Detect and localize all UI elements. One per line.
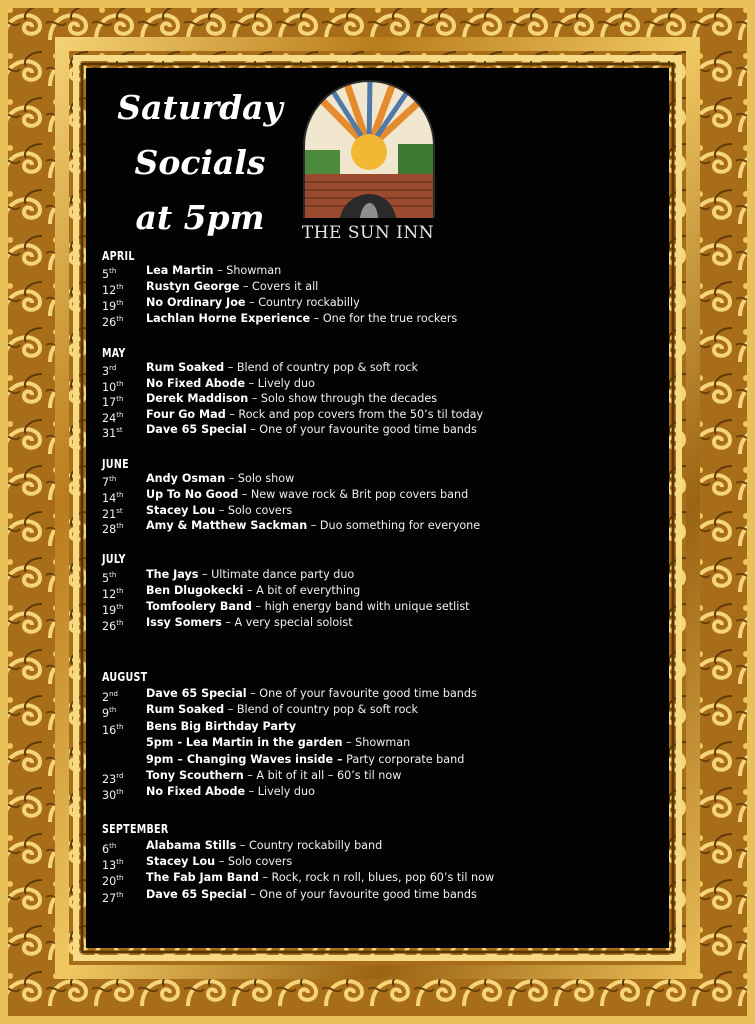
event-description: – Solo show [225, 472, 295, 485]
event-description: – Country rockabilly band [236, 839, 383, 852]
event-day-number: 14 [102, 492, 117, 505]
event-row [102, 503, 662, 519]
event-description: – Lively duo [245, 785, 315, 798]
event-text [146, 686, 477, 702]
event-act-name: Lachlan Horne Experience [146, 312, 311, 325]
event-act-name: Four Go Mad [146, 408, 226, 421]
event-day-number: 31 [102, 427, 117, 440]
event-description: – A bit of it all – 60’s til now [243, 769, 402, 782]
event-description: – Rock, rock n roll, blues, pop 60’s til now [258, 871, 495, 884]
event-text [146, 599, 470, 615]
event-text [146, 487, 468, 503]
event-description: – Country rockabilly [245, 296, 360, 309]
event-act-name: Ben Dlugokecki [146, 584, 244, 597]
event-row [102, 471, 662, 487]
event-day-suffix: nd [109, 690, 119, 698]
title-line-1: Saturday [117, 88, 283, 127]
event-description: – One of your favourite good time bands [246, 888, 477, 901]
event-date [102, 784, 142, 804]
event-act-name: Stacey Lou [146, 504, 216, 517]
event-row [102, 407, 662, 423]
event-row [102, 854, 662, 870]
event-row [102, 360, 662, 376]
event-description: – Showman [342, 736, 411, 749]
event-day-number: 26 [102, 316, 117, 329]
event-description: – One of your favourite good time bands [246, 687, 477, 700]
event-day-number: 27 [102, 892, 117, 905]
event-day-suffix: th [109, 571, 117, 579]
event-day-number: 24 [102, 412, 117, 425]
event-day-number: 20 [102, 875, 117, 888]
event-day-number: 3 [102, 365, 110, 378]
event-description: – Blend of country pop & soft rock [224, 361, 419, 374]
event-act-name: Tomfoolery Band [146, 600, 252, 613]
event-row [102, 422, 662, 438]
event-description: – Ultimate dance party duo [198, 568, 355, 581]
event-day-number: 9 [102, 707, 110, 720]
event-day-suffix: th [116, 395, 124, 403]
event-row [102, 263, 662, 279]
event-act-name: Issy Somers [146, 616, 222, 629]
poster-title [100, 80, 300, 245]
event-day-number: 28 [102, 523, 117, 536]
event-description: – Blend of country pop & soft rock [224, 703, 419, 716]
event-row [102, 279, 662, 295]
event-day-number: 30 [102, 789, 117, 802]
event-row [102, 784, 662, 800]
event-text [146, 471, 294, 487]
event-description: – A bit of everything [243, 584, 361, 597]
event-row [102, 391, 662, 407]
event-text [146, 887, 477, 903]
event-text [146, 407, 483, 423]
event-text [146, 376, 315, 392]
month-heading: SEPTEMBER [102, 821, 169, 836]
event-row [102, 567, 662, 583]
event-day-number: 23 [102, 773, 117, 786]
event-day-suffix: rd [116, 772, 124, 780]
event-row [102, 311, 662, 327]
event-row [102, 887, 662, 903]
event-act-name: Andy Osman [146, 472, 226, 485]
event-description: – Lively duo [245, 377, 315, 390]
event-day-number: 16 [102, 724, 117, 737]
event-description: – Solo covers [215, 504, 293, 517]
event-act-name: The Fab Jam Band [146, 871, 259, 884]
event-day-number: 5 [102, 572, 110, 585]
event-text [146, 391, 437, 407]
event-date [102, 615, 142, 635]
event-text [146, 702, 418, 718]
event-day-suffix: rd [109, 364, 117, 372]
event-act-name: Amy & Matthew Sackman [146, 519, 308, 532]
event-day-suffix: th [116, 411, 124, 419]
event-text [146, 615, 353, 631]
event-day-suffix: th [116, 858, 124, 866]
event-act-name: Dave 65 Special [146, 423, 247, 436]
event-act-name: Stacey Lou [146, 855, 216, 868]
event-date [102, 311, 142, 331]
event-day-number: 7 [102, 476, 110, 489]
event-day-suffix: th [109, 706, 117, 714]
month-heading: AUGUST [102, 669, 148, 684]
event-row [102, 376, 662, 392]
event-day-suffix: th [116, 491, 124, 499]
event-day-number: 19 [102, 300, 117, 313]
event-description: – New wave rock & Brit pop covers band [238, 488, 469, 501]
event-description: – Rock and pop covers from the 50’s til today [225, 408, 484, 421]
event-day-number: 6 [102, 843, 110, 856]
event-day-number: 12 [102, 284, 117, 297]
event-act-name: No Fixed Abode [146, 377, 246, 390]
event-act-name: Rustyn George [146, 280, 240, 293]
event-row [102, 583, 662, 599]
month-heading: APRIL [102, 248, 135, 263]
event-row [102, 702, 662, 718]
event-act-name: Rum Soaked [146, 703, 225, 716]
event-description: – Covers it all [239, 280, 319, 293]
event-row [102, 686, 662, 702]
event-text [146, 295, 360, 311]
event-row [102, 599, 662, 615]
event-day-number: 2 [102, 691, 110, 704]
event-row [102, 719, 662, 735]
event-act-name: No Fixed Abode [146, 785, 246, 798]
event-day-suffix: th [116, 788, 124, 796]
event-day-suffix: th [116, 874, 124, 882]
event-act-name: No Ordinary Joe [146, 296, 246, 309]
event-act-name: Alabama Stills [146, 839, 237, 852]
event-day-number: 10 [102, 381, 117, 394]
event-day-suffix: th [116, 299, 124, 307]
event-date [102, 422, 142, 442]
event-row [102, 838, 662, 854]
event-description: – A very special soloist [221, 616, 353, 629]
event-text [146, 719, 296, 735]
event-text [146, 735, 410, 751]
event-text [146, 838, 382, 854]
event-act-name: Dave 65 Special [146, 687, 247, 700]
month-heading: MAY [102, 345, 126, 360]
title-line-2: Socials [134, 143, 266, 182]
event-act-name: Lea Martin [146, 264, 214, 277]
event-text [146, 784, 315, 800]
event-description: – Solo show through the decades [248, 392, 438, 405]
event-text [146, 503, 292, 519]
event-day-number: 19 [102, 604, 117, 617]
event-day-suffix: st [116, 507, 123, 515]
event-text [146, 567, 354, 583]
event-row [102, 752, 662, 768]
event-text [146, 360, 418, 376]
event-date [102, 518, 142, 538]
month-heading: JUNE [102, 456, 129, 471]
event-day-number: 17 [102, 396, 117, 409]
event-act-name: Bens Big Birthday Party [146, 720, 297, 733]
event-day-suffix: th [116, 315, 124, 323]
event-day-number: 5 [102, 268, 110, 281]
event-day-number: 26 [102, 620, 117, 633]
event-description: – Solo covers [215, 855, 293, 868]
event-act-name: Dave 65 Special [146, 888, 247, 901]
event-day-suffix: th [116, 380, 124, 388]
event-day-suffix: th [116, 723, 124, 731]
event-text [146, 870, 494, 886]
event-text [146, 854, 292, 870]
event-day-suffix: th [116, 587, 124, 595]
event-row [102, 295, 662, 311]
event-row [102, 518, 662, 534]
title-line-3: at 5pm [135, 198, 265, 237]
event-row [102, 870, 662, 886]
event-act-name: Rum Soaked [146, 361, 225, 374]
event-description: – high energy band with unique setlist [251, 600, 470, 613]
event-row [102, 735, 662, 751]
event-act-name: Tony Scouthern [146, 769, 244, 782]
event-description: – One of your favourite good time bands [246, 423, 477, 436]
event-day-suffix: th [116, 283, 124, 291]
event-day-number: 13 [102, 859, 117, 872]
event-text [146, 263, 281, 279]
event-date [102, 887, 142, 907]
event-text [146, 422, 477, 438]
event-act-name: Up To No Good [146, 488, 239, 501]
event-text [146, 583, 360, 599]
event-row [102, 487, 662, 503]
logo-wordmark: THE SUN INN [301, 223, 435, 243]
event-act-name: 5pm - Lea Martin in the garden [146, 736, 343, 749]
event-text [146, 279, 318, 295]
event-row [102, 615, 662, 631]
event-day-suffix: th [116, 619, 124, 627]
event-day-suffix: th [116, 891, 124, 899]
month-heading: JULY [102, 551, 126, 566]
event-description: – Duo something for everyone [307, 519, 481, 532]
event-description: – One for the true rockers [310, 312, 458, 325]
event-day-suffix: th [116, 603, 124, 611]
event-text [146, 518, 480, 534]
event-day-suffix: th [116, 522, 124, 530]
event-text [146, 768, 401, 784]
event-day-suffix: th [109, 842, 117, 850]
event-row [102, 768, 662, 784]
event-description: – Showman [213, 264, 282, 277]
event-description: Party corporate band [342, 753, 465, 766]
event-act-name: Derek Maddison [146, 392, 249, 405]
event-day-suffix: st [116, 426, 123, 434]
event-act-name: The Jays [146, 568, 199, 581]
event-day-suffix: th [109, 267, 117, 275]
event-text [146, 311, 457, 327]
event-act-name: 9pm – Changing Waves inside – [146, 753, 343, 766]
event-day-number: 12 [102, 588, 117, 601]
event-text [146, 752, 464, 768]
event-day-number: 21 [102, 508, 117, 521]
event-day-suffix: th [109, 475, 117, 483]
